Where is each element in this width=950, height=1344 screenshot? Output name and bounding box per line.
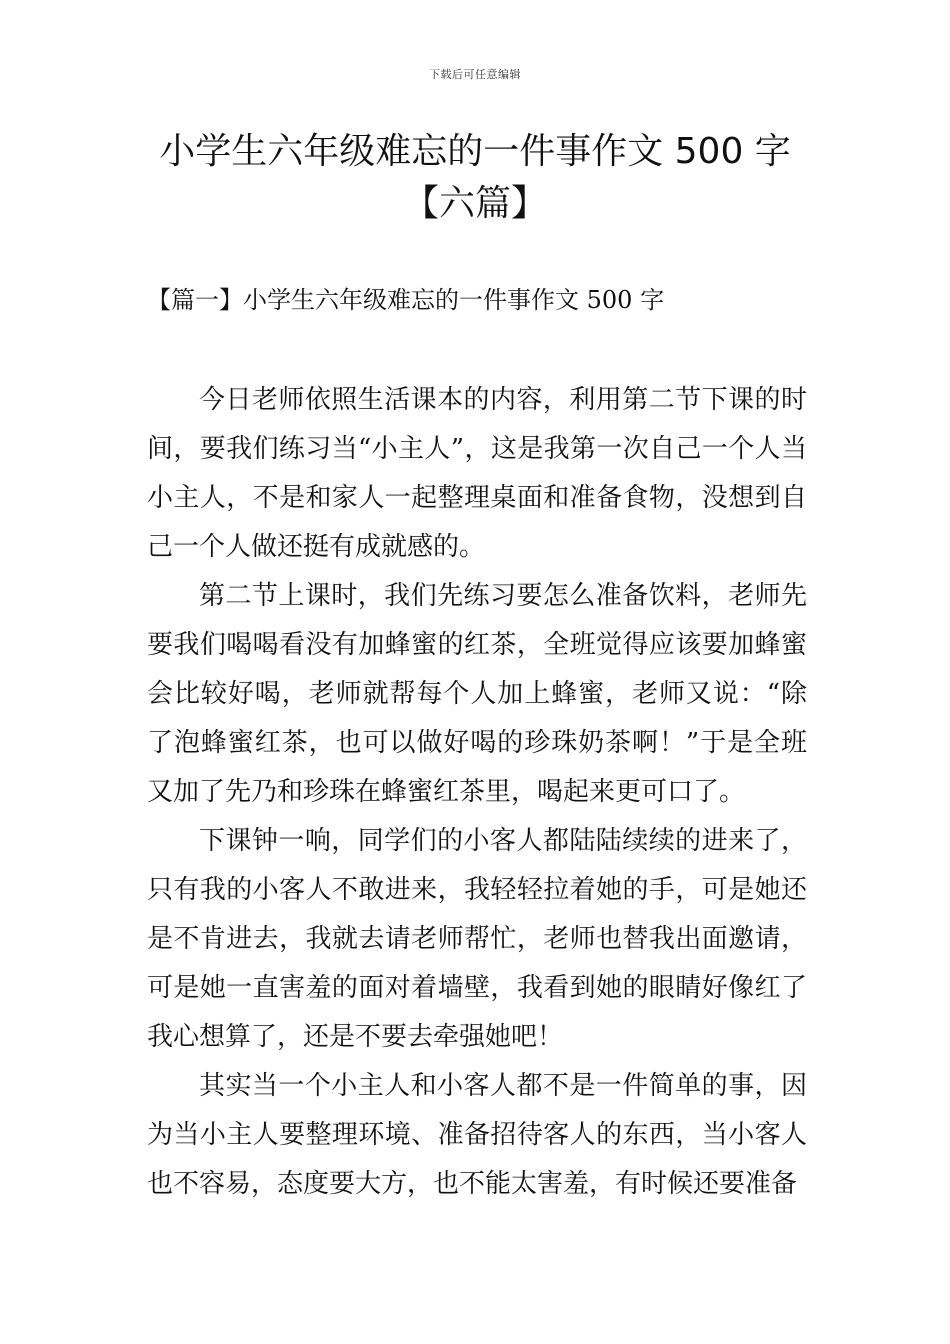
- paragraph: 下课钟一响，同学们的小客人都陆陆续续的进来了，只有我的小客人不敢进来，我轻轻拉着她的手，可是她还是不肯进去，我就去请老师帮忙，老师也替我出面邀请，可是她一直害羞的面对着墙壁，我看到她的眼睛好像红了我心想算了，还是不要去牵强她吧！: [147, 826, 807, 1052]
- paragraph: 第二节上课时，我们先练习要怎么准备饮料，老师先要我们喝喝看没有加蜂蜜的红茶，全班觉得应该要加蜂蜜会比较好喝，老师就帮每个人加上蜂蜜，老师又说：“除了泡蜂蜜红茶，也可以做好喝的珍珠奶茶啊！”于是全班又加了先乃和珍珠在蜂蜜红茶里，喝起来更可口了。: [147, 581, 807, 807]
- article-body: [147, 376, 807, 1209]
- paragraph: 今日老师依照生活课本的内容，利用第二节下课的时间，要我们练习当“小主人”，这是我第一次自己一个人当小主人，不是和家人一起整理桌面和准备食物，没想到自己一个人做还挺有成就感的。: [147, 385, 807, 562]
- document-title-line-1: 小学生六年级难忘的一件事作文 500 字: [159, 131, 791, 172]
- document-title-line-2: 【六篇】: [402, 183, 547, 224]
- header-note: 下载后可任意编辑: [429, 68, 521, 81]
- paragraph: 其实当一个小主人和小客人都不是一件简单的事，因为当小主人要整理环境、准备招待客人的东西，当小客人也不容易，态度要大方，也不能太害羞，有时候还要准备: [147, 1071, 807, 1199]
- section-heading: 【篇一】小学生六年级难忘的一件事作文 500 字: [147, 286, 665, 314]
- document-title: [60, 126, 890, 230]
